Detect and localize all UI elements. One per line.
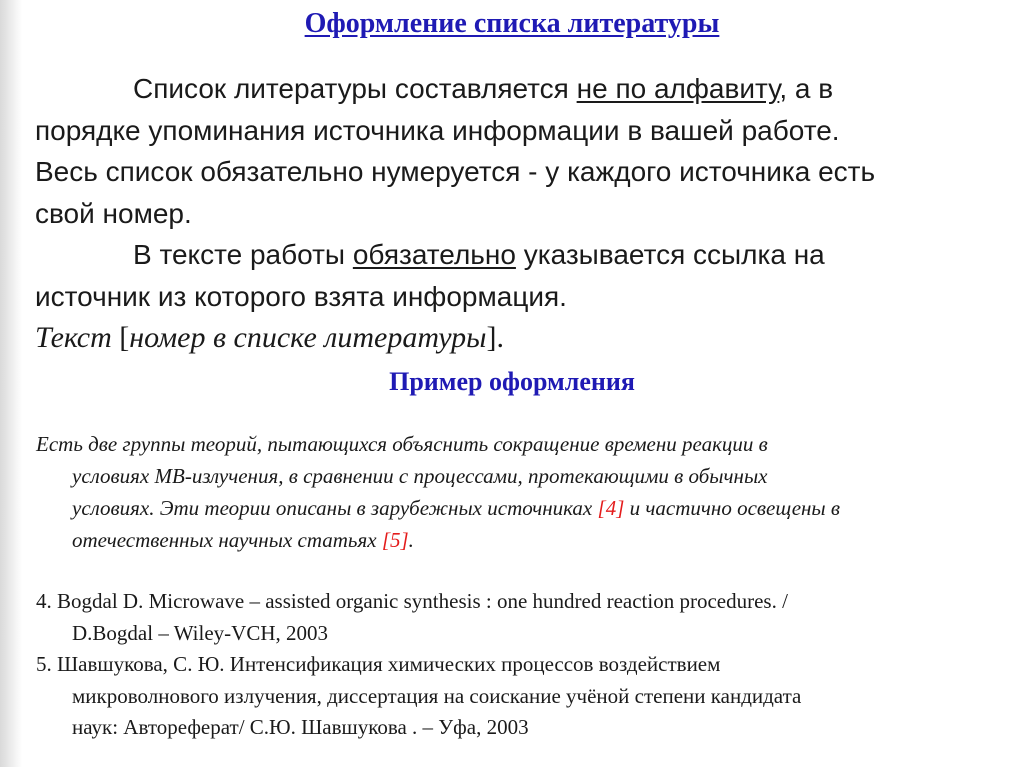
example-heading: Пример оформления xyxy=(389,367,635,396)
example-line-4-end: . xyxy=(408,528,414,552)
example-line-1: Есть две группы теорий, пытающихся объяснить сокращение времени реакции в xyxy=(36,432,768,456)
reference-marker-4: [4] xyxy=(597,496,625,520)
formula-open-bracket: [ xyxy=(111,321,130,354)
page-title: Оформление списка литературы xyxy=(304,8,720,39)
example-line-3-start: условиях. Эти теории описаны в зарубежных источниках xyxy=(72,496,598,520)
main-line-1 xyxy=(35,68,995,110)
reference-5-line-2: микроволнового излучения, диссертация на соискание учёной степени кандидата xyxy=(72,683,802,708)
main-line-5-start: В тексте работы xyxy=(133,239,353,270)
main-line-1-end: , а в xyxy=(779,73,834,104)
example-line-3-end: и частично освещены в xyxy=(624,496,841,520)
formula-text-word: Текст xyxy=(35,321,112,354)
formula-close-bracket: ]. xyxy=(486,321,504,354)
main-line-5-end: указывается ссылка на xyxy=(515,239,825,270)
main-line-6: источник из которого взята информация. xyxy=(35,280,567,312)
main-line-1-start: Список литературы составляется xyxy=(133,73,577,104)
example-line-3 xyxy=(36,492,990,524)
reference-5-line-1: 5. Шавшукова, С. Ю. Интенсификация химических процессов воздействием xyxy=(36,652,721,676)
main-line-4: свой номер. xyxy=(35,197,192,229)
reference-4-line-1: 4. Bogdal D. Microwave – assisted organic synthesis : one hundred reaction procedures. / xyxy=(36,589,788,613)
example-paragraph xyxy=(36,428,990,556)
example-line-4 xyxy=(36,524,990,556)
citation-formula xyxy=(35,317,995,359)
reference-marker-5: [5] xyxy=(381,528,409,552)
main-line-2: порядке упоминания источника информации в вашей работе. xyxy=(35,114,840,146)
main-text-block xyxy=(35,68,995,359)
main-line-1-underlined: не по алфавиту xyxy=(576,73,780,104)
reference-4-line-2: D.Bogdal – Wiley-VCH, 2003 xyxy=(72,620,328,645)
reference-list xyxy=(36,586,990,744)
main-line-3: Весь список обязательно нумеруется - у каждого источника есть xyxy=(35,156,876,187)
formula-number-desc: номер в списке литературы xyxy=(129,321,487,354)
example-line-4-start: отечественных научных статьях xyxy=(72,528,382,552)
reference-5-line-3: наук: Автореферат/ С.Ю. Шавшукова . – Уфа, 2003 xyxy=(72,715,529,739)
main-line-5-underlined: обязательно xyxy=(352,239,516,270)
example-line-2: условиях МВ-излучения, в сравнении с процессами, протекающими в обычных xyxy=(72,464,768,488)
main-line-5 xyxy=(35,234,995,276)
